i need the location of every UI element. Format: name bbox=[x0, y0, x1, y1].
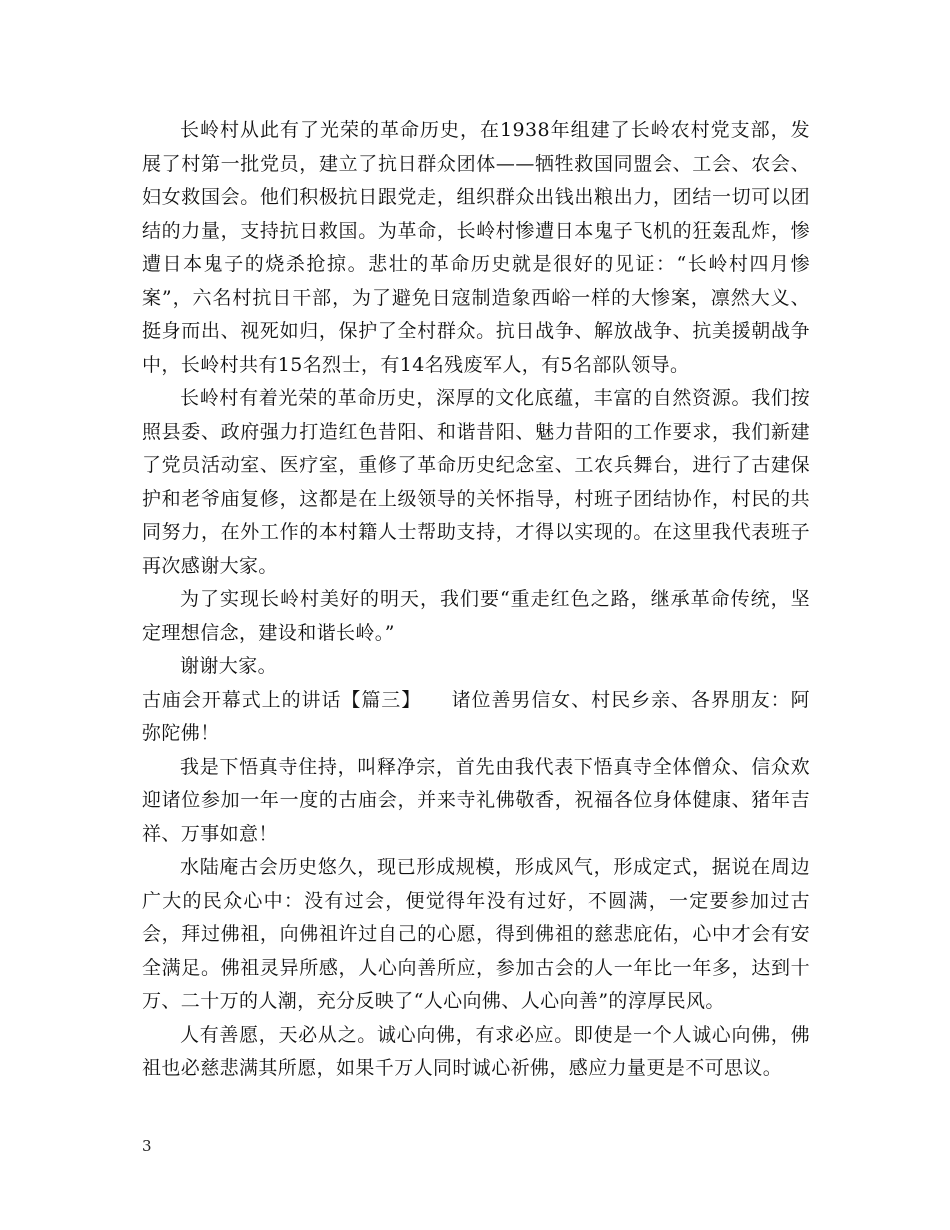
paragraph-thanks: 谢谢大家。 bbox=[180, 655, 278, 677]
paragraph-abbot-welcome: 我是下悟真寺住持，叫释净宗，首先由我代表下悟真寺全体僧众、信众欢迎诸位参加一年一度的古庙会，并来寺礼佛敬香，祝福各位身体健康、猪年吉祥、万事如意！ bbox=[142, 755, 810, 845]
paragraph-bright-future: 为了实现长岭村美好的明天，我们要“重走红色之路，继承革命传统，坚定理想信念，建设和谐长岭。” bbox=[142, 588, 810, 644]
document-body bbox=[142, 114, 810, 1086]
paragraph-revolutionary-history: 长岭村从此有了光荣的革命历史，在1938年组建了长岭农村党支部，发展了村第一批党员，建立了抗日群众团体——牺牲救国同盟会、工会、农会、妇女救国会。他们积极抗日跟党走，组织群众出钱出粮出力，团结一切可以团结的力量，支持抗日救国。为革命，长岭村惨遭日本鬼子飞机的狂轰乱炸，惨遭日本鬼子的烧杀抢掠。悲壮的革命历史就是很好的见证：“长岭村四月惨案”，六名村抗日干部，为了避免日寇制造象西峪一样的大惨案，凛然大义、挺身而出、视死如归，保护了全村群众。抗日战争、解放战争、抗美援朝战争中，长岭村共有15名烈士，有14名残废军人，有5名部队领导。 bbox=[142, 119, 810, 376]
paragraph-temple-fair-history: 水陆庵古会历史悠久，现已形成规模，形成风气，形成定式，据说在周边广大的民众心中：没有过会，便觉得年没有过好，不圆满，一定要参加过古会，拜过佛祖，向佛祖许过自己的心愿，得到佛祖的慈悲庇佑，心中才会有安全满足。佛祖灵异所感，人心向善所应，参加古会的人一年比一年多，达到十万、二十万的人潮，充分反映了“人心向佛、人心向善”的淳厚民风。 bbox=[142, 856, 810, 1012]
section-heading-part-three: 古庙会开幕式上的讲话【篇三】 诸位善男信女、村民乡亲、各界朋友：阿弥陀佛！ bbox=[142, 688, 810, 744]
page-number: 3 bbox=[142, 1137, 152, 1155]
paragraph-village-resources: 长岭村有着光荣的革命历史，深厚的文化底蕴，丰富的自然资源。我们按照县委、政府强力打造红色昔阳、和谐昔阳、魅力昔阳的工作要求，我们新建了党员活动室、医疗室，重修了革命历史纪念室、工农兵舞台，进行了古建保护和老爷庙复修，这都是在上级领导的关怀指导，村班子团结协作，村民的共同努力，在外工作的本村籍人士帮助支持，才得以实现的。在这里我代表班子再次感谢大家。 bbox=[142, 387, 810, 577]
paragraph-sincere-devotion: 人有善愿，天必从之。诚心向佛，有求必应。即使是一个人诚心向佛，佛祖也必慈悲满其所愿，如果千万人同时诚心祈佛，感应力量更是不可思议。 bbox=[142, 1023, 810, 1079]
